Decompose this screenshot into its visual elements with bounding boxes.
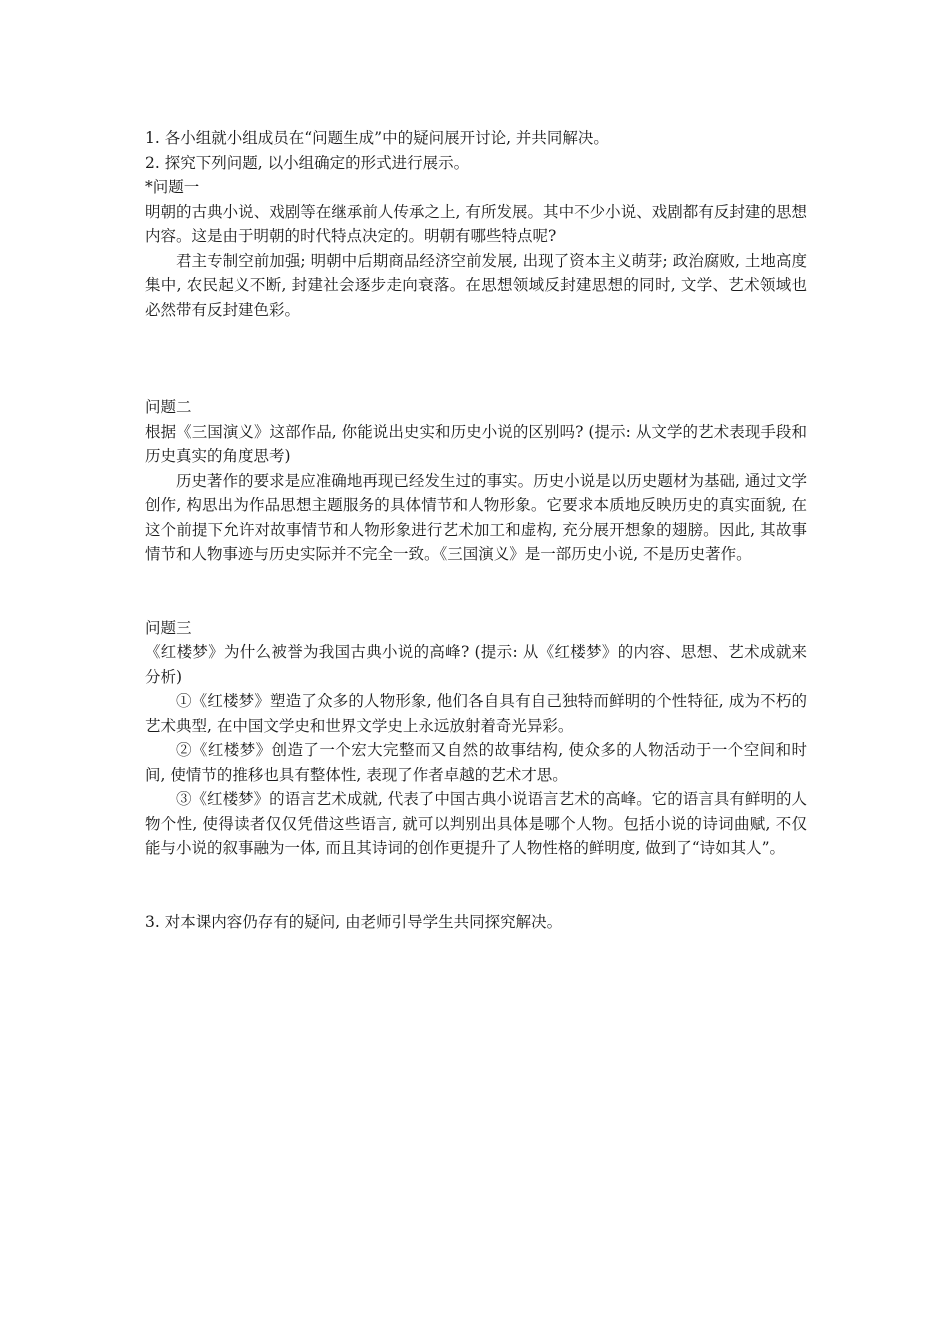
q1-heading: *问题一 [145,178,200,196]
outro-item-3: 3. 对本课内容仍存有的疑问, 由老师引导学生共同探究解决。 [145,912,563,931]
q2-answer: 历史著作的要求是应准确地再现已经发生过的事实。历史小说是以历史题材为基础, 通过文学创作, 构思出为作品思想主题服务的具体情节和人物形象。它要求本质地反映历史的真实面貌, 在这个前提下允许对故事情节和人物形象进行艺术加工和虚构, 充分展开想象的翅膀。因此, 其故事情节和人物事迹与历史实际并不完全一致。《三国演义》是一部历史小说, 不是历史著作。 [145,471,807,563]
q3-answer-3: ③《红楼梦》的语言艺术成就, 代表了中国古典小说语言艺术的高峰。它的语言具有鲜明的人物个性, 使得读者仅仅凭借这些语言, 就可以判别出具体是哪个人物。包括小说的诗词曲赋, 不仅能与小说的叙事融为一体, 而且其诗词的创作更提升了人物性格的鲜明度, 做到了“诗如其人”。 [145,790,807,857]
q1-question: 明朝的古典小说、戏剧等在继承前人传承之上, 有所发展。其中不少小说、戏剧都有反封建的思想内容。这是由于明朝的时代特点决定的。明朝有哪些特点呢? [145,202,807,245]
section-spacer [145,861,807,910]
q2-question: 根据《三国演义》这部作品, 你能说出史实和历史小说的区别吗? (提示: 从文学的艺术表现手段和历史真实的角度思考) [145,422,807,465]
q2-heading: 问题二 [145,398,192,416]
q3-question: 《红楼梦》为什么被誉为我国古典小说的高峰? (提示: 从《红楼梦》的内容、思想、艺术成就来分析) [145,643,807,686]
intro-item-1: 1. 各小组就小组成员在“问题生成”中的疑问展开讨论, 并共同解决。 [145,129,609,147]
q3-answer-1: ①《红楼梦》塑造了众多的人物形象, 他们各自具有自己独特而鲜明的个性特征, 成为不朽的艺术典型, 在中国文学史和世界文学史上永远放射着奇光异彩。 [145,692,807,735]
q1-answer: 君主专制空前加强; 明朝中后期商品经济空前发展, 出现了资本主义萌芽; 政治腐败, 土地高度集中, 农民起义不断, 封建社会逐步走向衰落。在思想领域反封建思想的同时, 文学、艺术领域也必然带有反封建色彩。 [145,251,807,319]
intro-item-2: 2. 探究下列问题, 以小组确定的形式进行展示。 [145,153,470,172]
section-spacer [145,322,807,395]
q3-answer-2: ②《红楼梦》创造了一个宏大完整而又自然的故事结构, 使众多的人物活动于一个空间和时间, 使情节的推移也具有整体性, 表现了作者卓越的艺术才思。 [145,741,807,784]
q3-heading: 问题三 [145,618,192,637]
section-spacer [145,567,807,616]
document-page [145,126,807,934]
